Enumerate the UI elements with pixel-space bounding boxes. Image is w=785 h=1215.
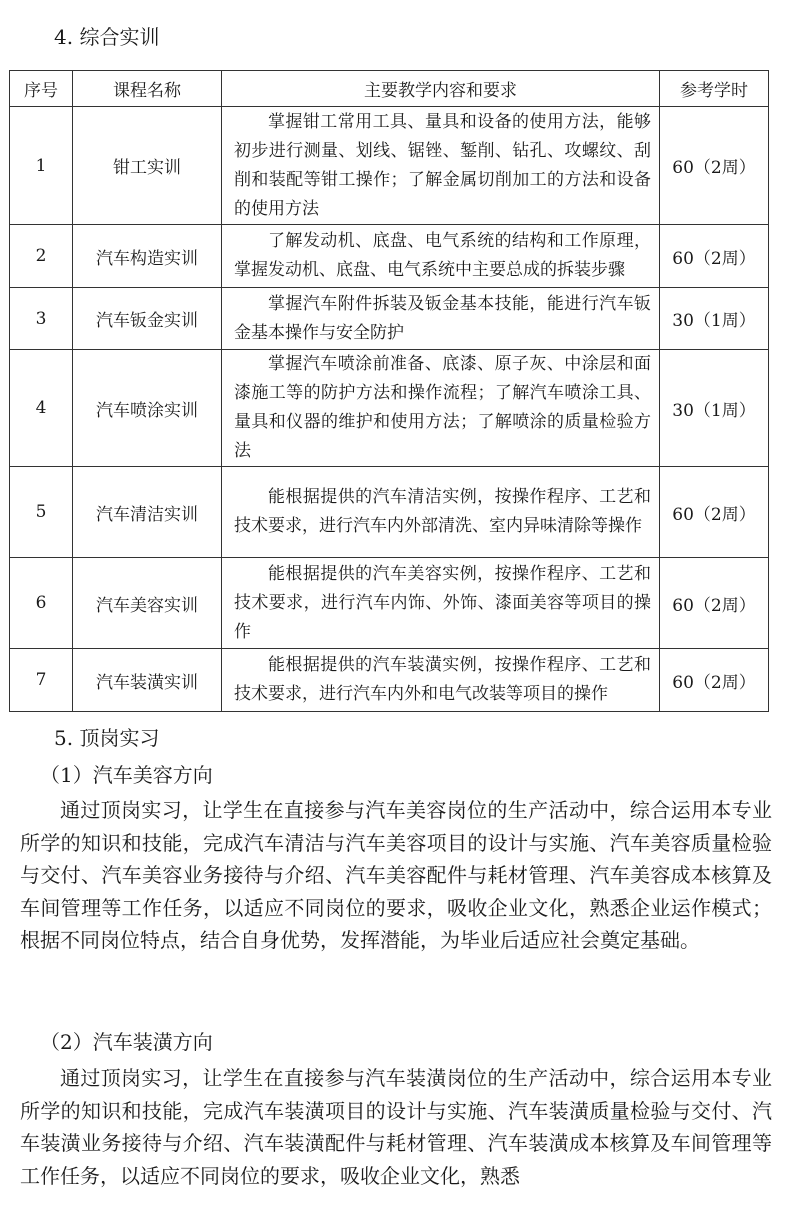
- row-hours: 60（2周）: [660, 649, 769, 712]
- header-course-name: 课程名称: [73, 71, 222, 107]
- row-content: [222, 467, 660, 558]
- table-row: [10, 649, 769, 712]
- row-course-name: 汽车喷涂实训: [73, 350, 222, 467]
- row-content-text: 能根据提供的汽车装潢实例，按操作程序、工艺和技术要求，进行汽车内外和电气改装等项目的操作: [234, 655, 651, 704]
- section-4-title: 4. 综合实训: [54, 25, 160, 49]
- row-content: [222, 649, 660, 712]
- row-course-name: 汽车清洁实训: [73, 467, 222, 558]
- table-header-row: [10, 71, 769, 107]
- row-hours: 60（2周）: [660, 225, 769, 288]
- row-no: 4: [10, 350, 73, 467]
- row-no: 3: [10, 288, 73, 350]
- row-content: [222, 288, 660, 350]
- section-5-title: 5. 顶岗实习: [54, 726, 160, 750]
- paragraph-2: 通过顶岗实习，让学生在直接参与汽车装潢岗位的生产活动中，综合运用本专业所学的知识和技能，完成汽车装潢项目的设计与实施、汽车装潢质量检验与交付、汽车装潢业务接待与介绍、汽车装潢配件与耗材管理、汽车装潢成本核算及车间管理等工作任务，以适应不同岗位的要求，吸收企业文化，熟悉: [20, 1066, 772, 1188]
- table-row: [10, 558, 769, 649]
- row-content-text: 掌握汽车附件拆装及钣金基本技能，能进行汽车钣金基本操作与安全防护: [234, 293, 651, 343]
- row-no: 5: [10, 467, 73, 558]
- row-hours: 60（2周）: [660, 107, 769, 225]
- table-row: [10, 288, 769, 350]
- row-content-text: 能根据提供的汽车美容实例，按操作程序、工艺和技术要求，进行汽车内饰、外饰、漆面美容等项目的操作: [234, 563, 651, 642]
- table-row: [10, 350, 769, 467]
- row-content: [222, 350, 660, 467]
- row-content: [222, 107, 660, 225]
- row-course-name: 钳工实训: [73, 107, 222, 225]
- row-course-name: 汽车装潢实训: [73, 649, 222, 712]
- header-no: 序号: [10, 71, 73, 107]
- row-no: 6: [10, 558, 73, 649]
- row-course-name: 汽车构造实训: [73, 225, 222, 288]
- row-hours: 30（1周）: [660, 288, 769, 350]
- table-row: [10, 225, 769, 288]
- row-content: [222, 558, 660, 649]
- row-content-text: 能根据提供的汽车清洁实例，按操作程序、工艺和技术要求，进行汽车内外部清洗、室内异味清除等操作: [234, 487, 651, 536]
- row-content-text: 掌握汽车喷涂前准备、底漆、原子灰、中涂层和面漆施工等的防护方法和操作流程；了解汽车喷涂工具、量具和仪器的维护和使用方法；了解喷涂的质量检验方法: [234, 354, 651, 461]
- paragraph-1: 通过顶岗实习，让学生在直接参与汽车美容岗位的生产活动中，综合运用本专业所学的知识和技能，完成汽车清洁与汽车美容项目的设计与实施、汽车美容质量检验与交付、汽车美容业务接待与介绍、汽车美容配件与耗材管理、汽车美容成本核算及车间管理等工作任务，以适应不同岗位的要求，吸收企业文化，熟悉企业运作模式；根据不同岗位特点，结合自身优势，发挥潜能，为毕业后适应社会奠定基础。: [20, 798, 772, 953]
- row-course-name: 汽车美容实训: [73, 558, 222, 649]
- row-hours: 60（2周）: [660, 467, 769, 558]
- table-row: [10, 467, 769, 558]
- subsection-2-title: （2）汽车装潢方向: [40, 1030, 213, 1054]
- row-content-text: 掌握钳工常用工具、量具和设备的使用方法，能够初步进行测量、划线、锯锉、錾削、钻孔、攻螺纹、刮削和装配等钳工操作；了解金属切削加工的方法和设备的使用方法: [234, 111, 651, 219]
- row-hours: 60（2周）: [660, 558, 769, 649]
- row-no: 7: [10, 649, 73, 712]
- row-content: [222, 225, 660, 288]
- row-hours: 30（1周）: [660, 350, 769, 467]
- training-table: [9, 70, 769, 712]
- row-no: 2: [10, 225, 73, 288]
- row-content-text: 了解发动机、底盘、电气系统的结构和工作原理，掌握发动机、底盘、电气系统中主要总成的拆装步骤: [234, 231, 651, 280]
- subsection-1-title: （1）汽车美容方向: [40, 763, 213, 787]
- header-content: 主要教学内容和要求: [222, 71, 660, 107]
- row-course-name: 汽车钣金实训: [73, 288, 222, 350]
- header-hours: 参考学时: [660, 71, 769, 107]
- row-no: 1: [10, 107, 73, 225]
- table-row: [10, 107, 769, 225]
